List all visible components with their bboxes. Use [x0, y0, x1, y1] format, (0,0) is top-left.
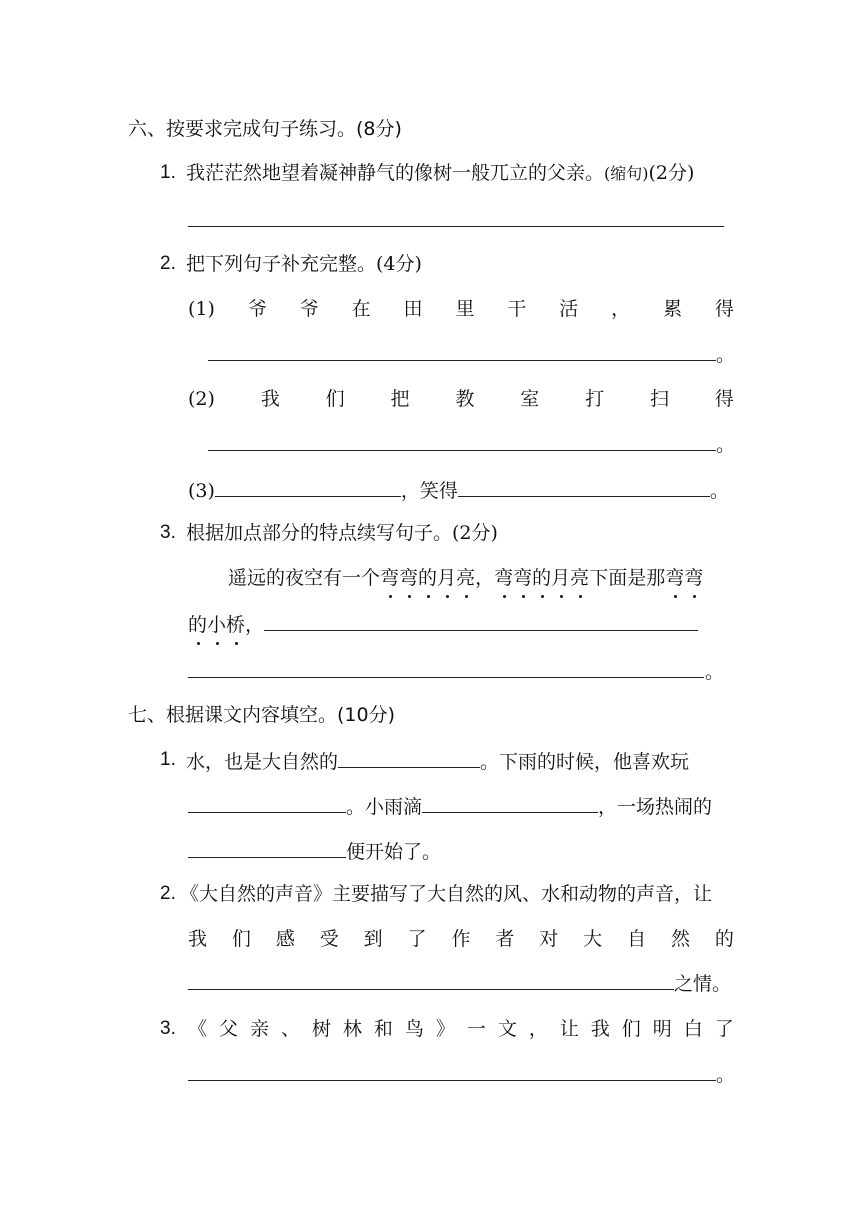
- q6-2-s2-period: 。: [716, 434, 736, 456]
- q6-2-s3-blank-b[interactable]: [458, 476, 710, 497]
- q6-2-s1-char: 在: [351, 298, 371, 320]
- q6-3-passage-mid: 下面是那: [589, 567, 666, 589]
- q6-3-dotted-4: [188, 614, 245, 636]
- q7-3-char: 树: [311, 1018, 331, 1040]
- dotted-char: 的: [532, 567, 552, 589]
- q7-3-char: 、: [280, 1018, 300, 1040]
- q7-2-char: 了: [407, 928, 427, 950]
- q7-2-line2: [188, 926, 734, 952]
- q6-2-s2-char: 得: [714, 388, 734, 410]
- q6-3-passage-pre: 遥远的夜空有一个: [228, 567, 381, 589]
- dotted-char: 的: [188, 614, 208, 636]
- q7-2-line1: 《大自然的声音》主要描写了大自然的风、水和动物的声音，让: [180, 883, 713, 905]
- q6-2-s2-char: 打: [585, 388, 605, 410]
- q7-3-char: 林: [342, 1018, 362, 1040]
- q6-3-passage-line1: [228, 565, 703, 591]
- q6-2-s1-char: 得: [714, 298, 734, 320]
- dotted-char: 弯: [684, 567, 704, 589]
- q7-1-line1: [186, 747, 689, 775]
- q6-1-number: 1.: [160, 162, 176, 183]
- dotted-char: 弯: [513, 567, 533, 589]
- q6-2-s1-row: [188, 296, 734, 322]
- q6-2-s3-blank-a[interactable]: [215, 476, 401, 497]
- q7-3-char: 明: [652, 1018, 672, 1040]
- q6-3-dotted-2: [494, 567, 589, 589]
- q7-2-char: 到: [363, 928, 383, 950]
- dotted-char: 弯: [399, 567, 419, 589]
- q6-3-comma: ，: [475, 567, 495, 589]
- dotted-char: 月: [551, 567, 571, 589]
- q7-1-line2: [188, 792, 712, 820]
- q7-1-blank-3[interactable]: [422, 792, 598, 813]
- q7-3-char: 鸟: [404, 1018, 424, 1040]
- q6-1-answer-blank[interactable]: [188, 226, 724, 227]
- q7-3-char: 》: [435, 1018, 455, 1040]
- q6-3-blank-b[interactable]: [188, 677, 704, 678]
- q7-3-char: 和: [373, 1018, 393, 1040]
- q6-3-period: 。: [705, 661, 725, 683]
- q7-2-char: 的: [714, 928, 734, 950]
- q6-2-s1-char: 爷: [247, 298, 267, 320]
- q7-2-char: 大: [583, 928, 603, 950]
- q6-2-s1-char: 田: [403, 298, 423, 320]
- dotted-char: 桥: [226, 614, 246, 636]
- q6-2-s3-mid: ，笑得: [400, 480, 458, 502]
- section-7-title: 七、根据课文内容填空。(10分): [128, 704, 396, 726]
- q6-2-s3-label: (3): [188, 480, 215, 502]
- q7-1-number: 1.: [160, 749, 176, 770]
- q6-3-number: 3.: [160, 522, 176, 543]
- section-6-title: 六、按要求完成句子练习。(8分): [128, 118, 402, 140]
- dotted-char: 弯: [380, 567, 400, 589]
- q6-2-s3-period: 。: [709, 480, 729, 502]
- q7-2-char: 自: [627, 928, 647, 950]
- q6-1-sentence: 我茫茫然地望着凝神静气的像树一般兀立的父亲。: [186, 162, 605, 184]
- q6-2-s2-char: 们: [325, 388, 345, 410]
- q6-3-dotted-3: [665, 567, 703, 589]
- q7-3-blank[interactable]: [188, 1080, 716, 1081]
- q6-3-dotted-1: [380, 567, 475, 589]
- q7-3-char: 了: [714, 1018, 734, 1040]
- q7-2-blank[interactable]: [188, 989, 674, 990]
- q7-1-line3: [188, 837, 441, 865]
- q6-2-number: 2.: [160, 253, 176, 274]
- q6-2-s1-char: 爷: [299, 298, 319, 320]
- q7-2-char: 者: [495, 928, 515, 950]
- dotted-char: 亮: [570, 567, 590, 589]
- q7-2-char: 感: [275, 928, 295, 950]
- q6-2-s2-row: [188, 386, 734, 412]
- q7-3-char: 一: [466, 1018, 486, 1040]
- q6-1-text: [186, 160, 694, 187]
- q6-2-s1-char: 累: [663, 298, 683, 320]
- q7-2-char: 然: [670, 928, 690, 950]
- q7-3-char: 我: [590, 1018, 610, 1040]
- q6-3-blank-a[interactable]: [264, 610, 698, 631]
- q7-3-char: 让: [559, 1018, 579, 1040]
- q7-1-l1a: 水，也是大自然的: [186, 751, 339, 773]
- q7-2-line3: 之情。: [674, 973, 732, 995]
- dotted-char: 小: [207, 614, 227, 636]
- q6-2-s2-char: 教: [455, 388, 475, 410]
- q7-1-l3: 便开始了。: [346, 841, 442, 863]
- q6-2-text: 把下列句子补充完整。(4分): [186, 253, 422, 275]
- dotted-char: 亮: [456, 567, 476, 589]
- dotted-char: 弯: [665, 567, 685, 589]
- q7-1-blank-4[interactable]: [188, 837, 346, 858]
- q6-2-s1-char: ，: [611, 298, 631, 320]
- q6-3-passage-line2: [188, 610, 698, 638]
- q7-3-number: 3.: [160, 1018, 176, 1039]
- q6-2-s2-blank[interactable]: [208, 450, 716, 451]
- q6-2-s1-char: 里: [455, 298, 475, 320]
- q6-2-s2-label: (2): [188, 388, 215, 410]
- q7-1-l2b: ，一场热闹的: [598, 796, 713, 818]
- q6-2-s2-char: 室: [520, 388, 540, 410]
- q6-2-s2-char: 把: [390, 388, 410, 410]
- q6-2-s1-char: 活: [559, 298, 579, 320]
- q7-1-l2a: 。小雨滴: [346, 796, 423, 818]
- q7-3-char: 文: [497, 1018, 517, 1040]
- dotted-char: 弯: [494, 567, 514, 589]
- q7-3-char: 亲: [249, 1018, 269, 1040]
- q7-3-char: 《: [188, 1018, 208, 1040]
- q6-2-s1-blank[interactable]: [208, 360, 716, 361]
- q7-2-char: 们: [231, 928, 251, 950]
- q7-2-char: 对: [539, 928, 559, 950]
- q6-2-s1-period: 。: [716, 344, 736, 366]
- q7-3-char: ，: [528, 1018, 548, 1040]
- q6-2-s2-char: 我: [260, 388, 280, 410]
- q6-2-s1-label: (1): [188, 298, 215, 320]
- dotted-char: 的: [418, 567, 438, 589]
- q7-2-number: 2.: [160, 883, 176, 904]
- q7-1-blank-2[interactable]: [188, 792, 346, 813]
- q6-3-comma2: ，: [245, 614, 265, 636]
- q7-2-char: 受: [319, 928, 339, 950]
- dotted-char: 月: [437, 567, 457, 589]
- q7-3-char: 们: [621, 1018, 641, 1040]
- q7-2-char: 我: [188, 928, 208, 950]
- q6-2-s2-char: 扫: [650, 388, 670, 410]
- q7-1-l1b: 。下雨的时候，他喜欢玩: [480, 751, 690, 773]
- q7-2-char: 作: [451, 928, 471, 950]
- q6-2-s1-char: 干: [507, 298, 527, 320]
- q6-2-s3-row: [188, 476, 729, 504]
- q6-3-text: 根据加点部分的特点续写句子。(2分): [186, 522, 498, 544]
- q7-1-blank-1[interactable]: [338, 747, 480, 768]
- q6-1-hint: (缩句): [604, 164, 649, 183]
- q7-3-line1: [188, 1016, 734, 1042]
- q6-1-score: (2分): [648, 162, 695, 184]
- q7-3-char: 父: [218, 1018, 238, 1040]
- q7-3-period: 。: [716, 1064, 736, 1086]
- q7-3-char: 白: [683, 1018, 703, 1040]
